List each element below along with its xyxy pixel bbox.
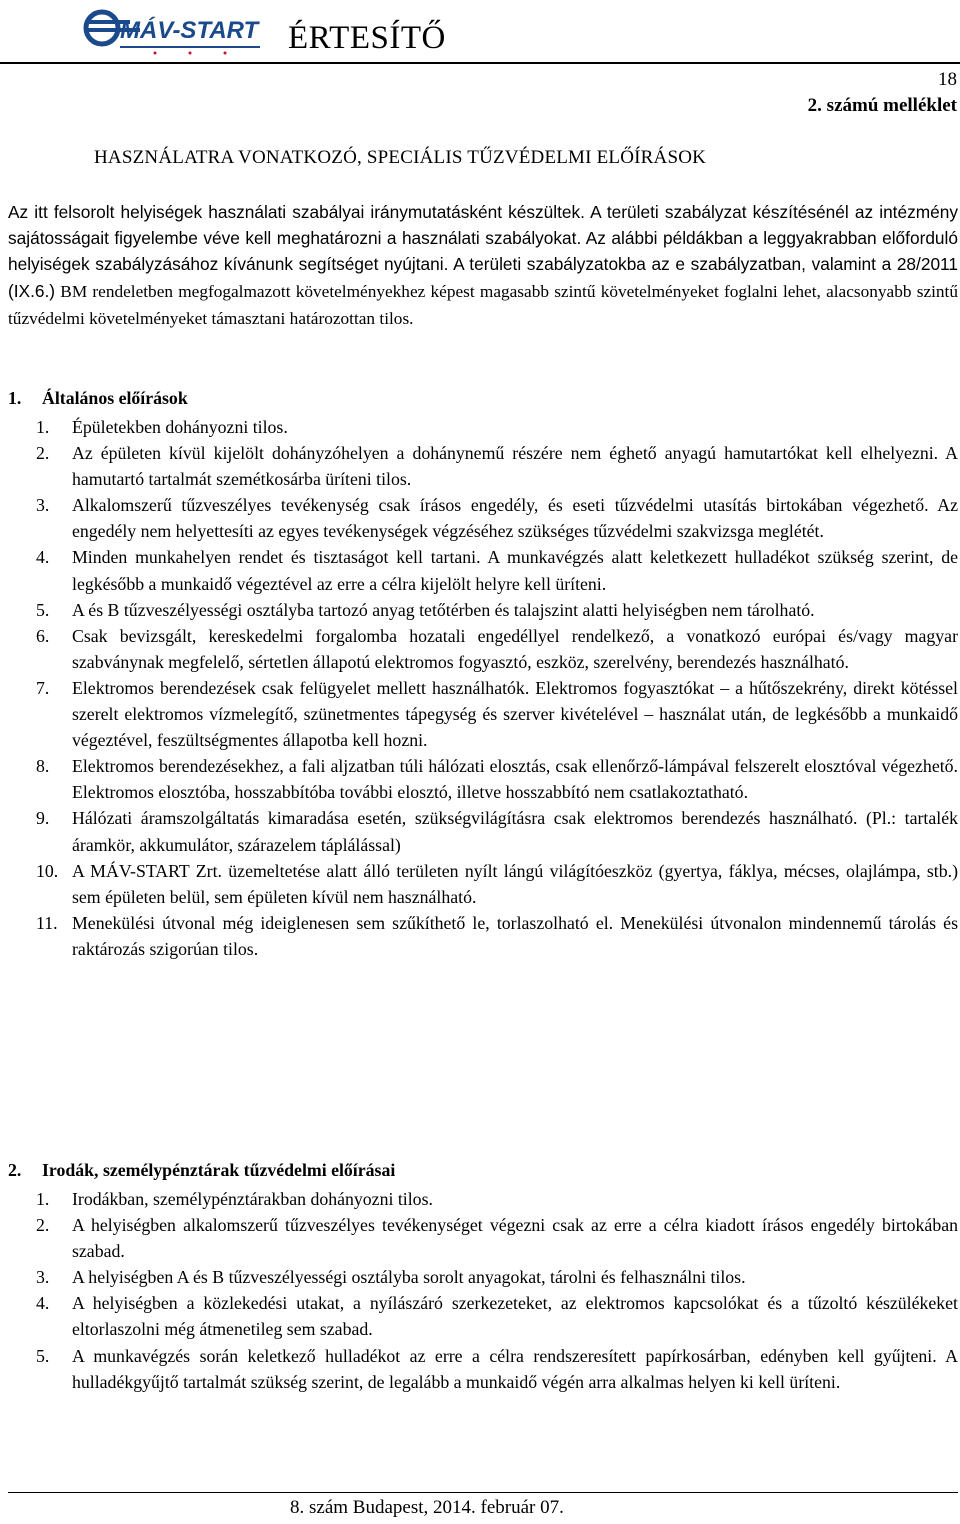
list-item bbox=[36, 597, 958, 623]
list-item bbox=[36, 492, 958, 544]
item-number: 3. bbox=[36, 495, 50, 516]
item-number: 8. bbox=[36, 756, 50, 777]
item-text: Elektromos berendezések csak felügyelet mellett használhatók. Elektromos fogyasztókat – a hűtőszekrény, direkt kötéssel szerelt elektromos vízmelegítő, szünetmentes tápegység és szerver kivételével – használat után, de legkésőbb a munkaidő végeztével, feszültségmentes állapotba kell hozni. bbox=[72, 677, 958, 751]
section-2-list bbox=[36, 1186, 958, 1395]
page-footer: 8. szám Budapest, 2014. február 07. bbox=[290, 1497, 564, 1518]
item-number: 1. bbox=[36, 417, 50, 437]
mav-start-logo bbox=[80, 6, 270, 56]
list-item bbox=[36, 675, 958, 753]
item-text: A és B tűzveszélyességi osztályba tartozó anyag tetőtérben és talajszint alatti helyiségben nem tárolható. bbox=[72, 599, 815, 620]
main-title: HASZNÁLATRA VONATKOZÓ, SPECIÁLIS TŰZVÉDELMI ELŐÍRÁSOK bbox=[94, 147, 707, 168]
item-text: Minden munkahelyen rendet és tisztaságot kell tartani. A munkavégzés alatt keletkezett hulladékot szükség szerint, de legkésőbb a munkaidő végeztével az erre a célra kijelölt helyre kell üríteni. bbox=[72, 547, 958, 594]
list-item bbox=[36, 623, 958, 675]
item-number: 3. bbox=[36, 1267, 50, 1288]
item-text: A MÁV-START Zrt. üzemeltetése alatt álló területen nyílt lángú világítóeszköz (gyertya, fáklya, mécses, olajlámpa, stb.) sem épületen belül, sem épületen kívül nem használható. bbox=[72, 860, 958, 907]
section-1-list bbox=[36, 414, 958, 962]
page-number: 18 bbox=[938, 69, 957, 90]
section-heading bbox=[8, 388, 188, 409]
item-text: Irodákban, személypénztárakban dohányozni tilos. bbox=[72, 1189, 433, 1209]
footer-divider bbox=[8, 1492, 958, 1493]
item-number: 11. bbox=[36, 912, 58, 933]
item-text: Elektromos berendezésekhez, a fali aljzatban túli hálózati elosztás, csak ellenőrző-lámpával felszerelt elosztóval végezhető. Elektromos elosztóba, hosszabbítóba további elosztó, illetve hosszabbító nem csatlakoztatható. bbox=[72, 756, 958, 803]
item-number: 6. bbox=[36, 625, 50, 646]
logo-text: MÁV-START bbox=[120, 17, 259, 44]
section-number: 2. bbox=[8, 1160, 22, 1180]
intro-text-tail: BM rendeletben megfogalmazott követelményekhez képest magasabb szintű követelményeket foglalni lehet, alacsonyabb szintű tűzvédelmi követelményeket támasztani határozottan tilos. bbox=[8, 281, 958, 328]
intro-text: Az itt felsorolt helyiségek használati szabályai iránymutatásként készültek. A területi szabályzat készítésénél az intézmény sajátosságait figyelembe véve kell meghatározni a használati szabályokat. Az alábbi példákban a leggyakrabban előforduló helyiségek szabályzásához kívánunk segítséget nyújtani. A területi szabályzatokba az e szabályzatban, valamint a 28/2011 (IX.6.) bbox=[8, 202, 958, 301]
list-item bbox=[36, 1212, 958, 1264]
item-number: 5. bbox=[36, 1345, 50, 1366]
header-divider bbox=[0, 62, 960, 64]
list-item bbox=[36, 1264, 958, 1290]
item-text: Az épületen kívül kijelölt dohányzóhelyen a dohánynemű részére nem éghető anyagú hamutartókat kell elhelyezni. A hamutartó tartalmát szemétkosárba üríteni tilos. bbox=[72, 443, 958, 490]
item-text: Csak bevizsgált, kereskedelmi forgalomba hozatali engedéllyel rendelkező, a vonatkozó európai és/vagy magyar szabványnak megfelelő, sértetlen állapotú elektromos fogyasztó, eszköz, szerelvény, berendezés használható. bbox=[72, 625, 958, 672]
item-text: A helyiségben a közlekedési utakat, a nyílászáró szerkezeteket, az elektromos kapcsolókat és a tűzoltó készülékeket eltorlaszolni még átmenetileg sem szabad. bbox=[72, 1293, 958, 1340]
item-text: A helyiségben A és B tűzveszélyességi osztályba sorolt anyagokat, tárolni és felhasználni tilos. bbox=[72, 1267, 746, 1288]
list-item bbox=[36, 1290, 958, 1342]
item-text: A helyiségben alkalomszerű tűzveszélyes tevékenységet végezni csak az erre a célra kiadott írásos engedély birtokában szabad. bbox=[72, 1215, 958, 1262]
intro-paragraph bbox=[8, 199, 958, 332]
item-text: Hálózati áramszolgáltatás kimaradása esetén, szükségvilágításra csak elektromos berendezés használható. (Pl.: tartalék áramkör, akkumulátor, szárazelem táplálással) bbox=[72, 808, 958, 855]
section-title: Irodák, személypénztárak tűzvédelmi előírásai bbox=[42, 1160, 396, 1180]
page-header bbox=[0, 0, 960, 70]
item-text: Alkalomszerű tűzveszélyes tevékenység csak írásos engedély, és eseti tűzvédelmi utasítás birtokában végezhető. Az engedély nem helyettesíti az egyes tevékenységek végzéséhez szükséges tűzvédelmi szakvizsga meglétét. bbox=[72, 495, 958, 542]
section-heading bbox=[8, 1160, 395, 1181]
item-text: Épületekben dohányozni tilos. bbox=[72, 417, 288, 437]
list-item bbox=[36, 414, 958, 440]
item-number: 1. bbox=[36, 1189, 50, 1209]
section-title: Általános előírások bbox=[42, 388, 188, 408]
item-number: 2. bbox=[36, 443, 50, 464]
item-text: Menekülési útvonal még ideiglenesen sem szűkíthető le, torlaszolható el. Menekülési útvonalon mindennemű tárolás és raktározás szigorúan tilos. bbox=[72, 912, 958, 959]
list-item bbox=[36, 544, 958, 596]
list-item bbox=[36, 1186, 958, 1212]
item-number: 10. bbox=[36, 860, 59, 881]
list-item bbox=[36, 440, 958, 492]
section-number: 1. bbox=[8, 388, 22, 408]
item-number: 4. bbox=[36, 1293, 50, 1314]
list-item bbox=[36, 910, 958, 962]
list-item bbox=[36, 753, 958, 805]
item-number: 4. bbox=[36, 547, 50, 568]
list-item bbox=[36, 858, 958, 910]
document-title: ÉRTESÍTŐ bbox=[288, 20, 446, 56]
item-number: 2. bbox=[36, 1215, 50, 1236]
list-item bbox=[36, 805, 958, 857]
item-number: 5. bbox=[36, 599, 50, 620]
item-number: 9. bbox=[36, 808, 50, 829]
item-text: A munkavégzés során keletkező hulladékot az erre a célra rendszeresített papírkosárban, edényben kell gyűjteni. A hulladékgyűjtő tartalmát szükség szerint, de legalább a munkaidő végén arra alkalmas helyen ki kell üríteni. bbox=[72, 1345, 958, 1392]
item-number: 7. bbox=[36, 677, 50, 698]
list-item bbox=[36, 1343, 958, 1395]
annex-label: 2. számú melléklet bbox=[807, 95, 957, 116]
